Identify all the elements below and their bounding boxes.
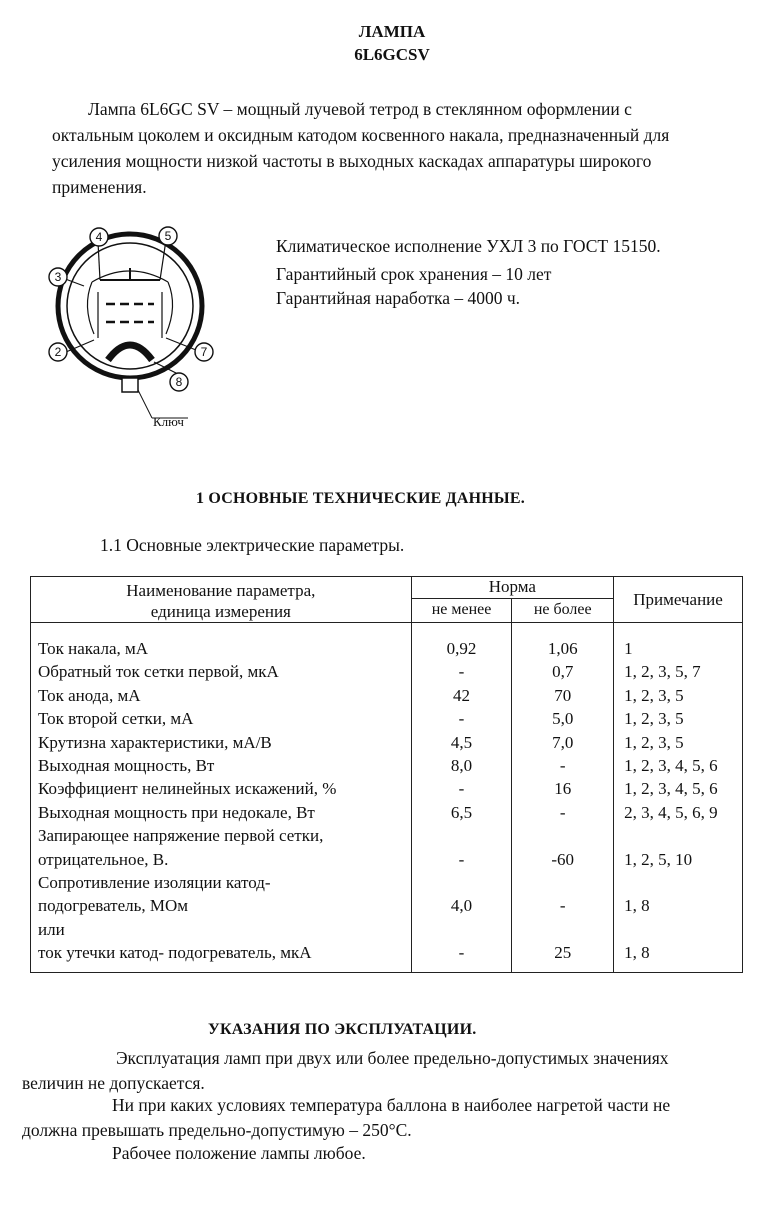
key-label: Ключ (153, 414, 184, 429)
pin-label: 4 (95, 230, 103, 244)
table-row-max: 70 (554, 685, 572, 705)
table-row-max: 5,0 (552, 709, 574, 729)
table-row-max: - (559, 896, 566, 916)
table-row-min: - (458, 709, 465, 729)
header-max: не более (512, 599, 614, 623)
min-column (411, 623, 512, 973)
table-row-note: 2, 3, 4, 5, 6, 9 (624, 802, 718, 822)
table-row-min: 6,5 (450, 802, 473, 822)
table-row-name: Коэффициент нелинейных искажений, % (38, 779, 337, 799)
table-row-note: 1, 2, 3, 5, 7 (624, 662, 701, 682)
table-row-max: 0,7 (552, 662, 574, 682)
table-row-name: подогреватель, МОм (38, 896, 189, 916)
base-outer-ring (58, 234, 202, 378)
section-heading: 1 ОСНОВНЫЕ ТЕХНИЧЕСКИЕ ДАННЫЕ. (196, 490, 525, 507)
table-row-note: 1, 8 (624, 896, 650, 916)
table-row-note: 1, 2, 3, 4, 5, 6 (624, 779, 718, 799)
intro-line: Лампа 6L6GC SV – мощный лучевой тетрод в стеклянном оформлении с (88, 99, 632, 119)
key-tab (122, 378, 138, 392)
table-row-name: или (38, 919, 65, 939)
table-row-name: Ток второй сетки, мА (38, 709, 194, 729)
section-subheading: 1.1 Основные электрические параметры. (100, 535, 405, 555)
table-row-max: - (559, 802, 566, 822)
table-row-name: ток утечки катод- подогреватель, мкА (38, 943, 312, 963)
table-row-max: - (559, 755, 566, 775)
table-row-name: отрицательное, В. (38, 849, 169, 869)
table-row-name: Обратный ток сетки первой, мкА (38, 662, 279, 682)
pin-label: 3 (54, 270, 62, 284)
operation-p2-line1: Ни при каких условиях температура баллона в наиболее нагретой части не (112, 1095, 671, 1115)
table-row-name: Запирающее напряжение первой сетки, (38, 826, 324, 846)
header-note: Примечание (614, 577, 743, 623)
table-row-name: Ток накала, мА (38, 639, 149, 658)
table-row-min: 4,5 (450, 732, 473, 752)
intro-line: применения. (52, 177, 147, 197)
table-row-note: 1, 2, 3, 5 (624, 732, 684, 752)
table-row-note: 1, 2, 3, 4, 5, 6 (624, 755, 718, 775)
table-row-min: 0,92 (446, 639, 477, 658)
table-row-name: Выходная мощность при недокале, Вт (38, 802, 315, 822)
page-title: ЛАМПА (358, 22, 426, 41)
table-row-min: 4,0 (450, 896, 473, 916)
pin-label: 5 (164, 229, 172, 243)
table-row-max: -60 (551, 849, 575, 869)
operation-p1-line1: Эксплуатация ламп при двух или более предельно-допустимых значениях (116, 1048, 669, 1068)
table-row-name: Сопротивление изоляции катод- (38, 872, 271, 892)
pin-label: 2 (54, 345, 62, 359)
table-row-min: - (458, 943, 465, 963)
table-row-note: 1, 2, 3, 5 (624, 709, 684, 729)
tube-base-diagram (38, 222, 218, 434)
note-column (614, 623, 743, 973)
spec-climate: Климатическое исполнение УХЛ 3 по ГОСТ 15150. (276, 236, 661, 256)
pin-label: 8 (175, 375, 183, 389)
lamp-model: 6L6GCSV (354, 45, 430, 64)
operation-p2-line2: должна превышать предельно-допустимую – 250°С. (22, 1120, 412, 1140)
table-row-name: Ток анода, мА (38, 685, 141, 705)
table-row-name: Выходная мощность, Вт (38, 755, 215, 775)
table-row-min: - (458, 849, 465, 869)
table-row-note: 1, 8 (624, 943, 650, 963)
spec-lifetime: Гарантийная наработка – 4000 ч. (276, 288, 521, 308)
operation-heading: УКАЗАНИЯ ПО ЭКСПЛУАТАЦИИ. (208, 1021, 477, 1038)
base-inner-ring (67, 243, 193, 369)
table-row-note: 1 (624, 639, 633, 658)
spec-storage: Гарантийный срок хранения – 10 лет (276, 264, 552, 284)
max-column (512, 623, 614, 973)
table-row-min: - (458, 779, 465, 799)
header-name (31, 577, 412, 623)
intro-line: октальным цоколем и оксидным катодом косвенного накала, предназначенный для (52, 125, 670, 145)
name-column (31, 623, 412, 973)
header-name-line: Наименование параметра, (126, 581, 316, 600)
table-row-max: 16 (554, 779, 572, 799)
table-row-note: 1, 2, 3, 5 (624, 685, 684, 705)
operation-p3: Рабочее положение лампы любое. (112, 1143, 366, 1163)
header-min: не менее (411, 599, 512, 623)
table-row-max: 7,0 (552, 732, 574, 752)
operation-p1-line2: величин не допускается. (22, 1073, 205, 1093)
intro-paragraph (52, 96, 752, 200)
table-row-max: 25 (554, 943, 572, 963)
table-row-max: 1,06 (547, 639, 578, 658)
header-norm: Норма (411, 577, 613, 599)
table-row-min: - (458, 662, 465, 682)
pin-label: 7 (200, 345, 208, 359)
table-row-min: 8,0 (450, 755, 473, 775)
header-name-line: единица измерения (150, 602, 291, 621)
table-row-note: 1, 2, 5, 10 (624, 849, 693, 869)
intro-line: усиления мощности низкой частоты в выходных каскадах аппаратуры широкого (52, 151, 652, 171)
table-row-min: 42 (453, 685, 471, 705)
parameters-table (30, 576, 743, 973)
table-row-name: Крутизна характеристики, мА/В (38, 732, 272, 752)
